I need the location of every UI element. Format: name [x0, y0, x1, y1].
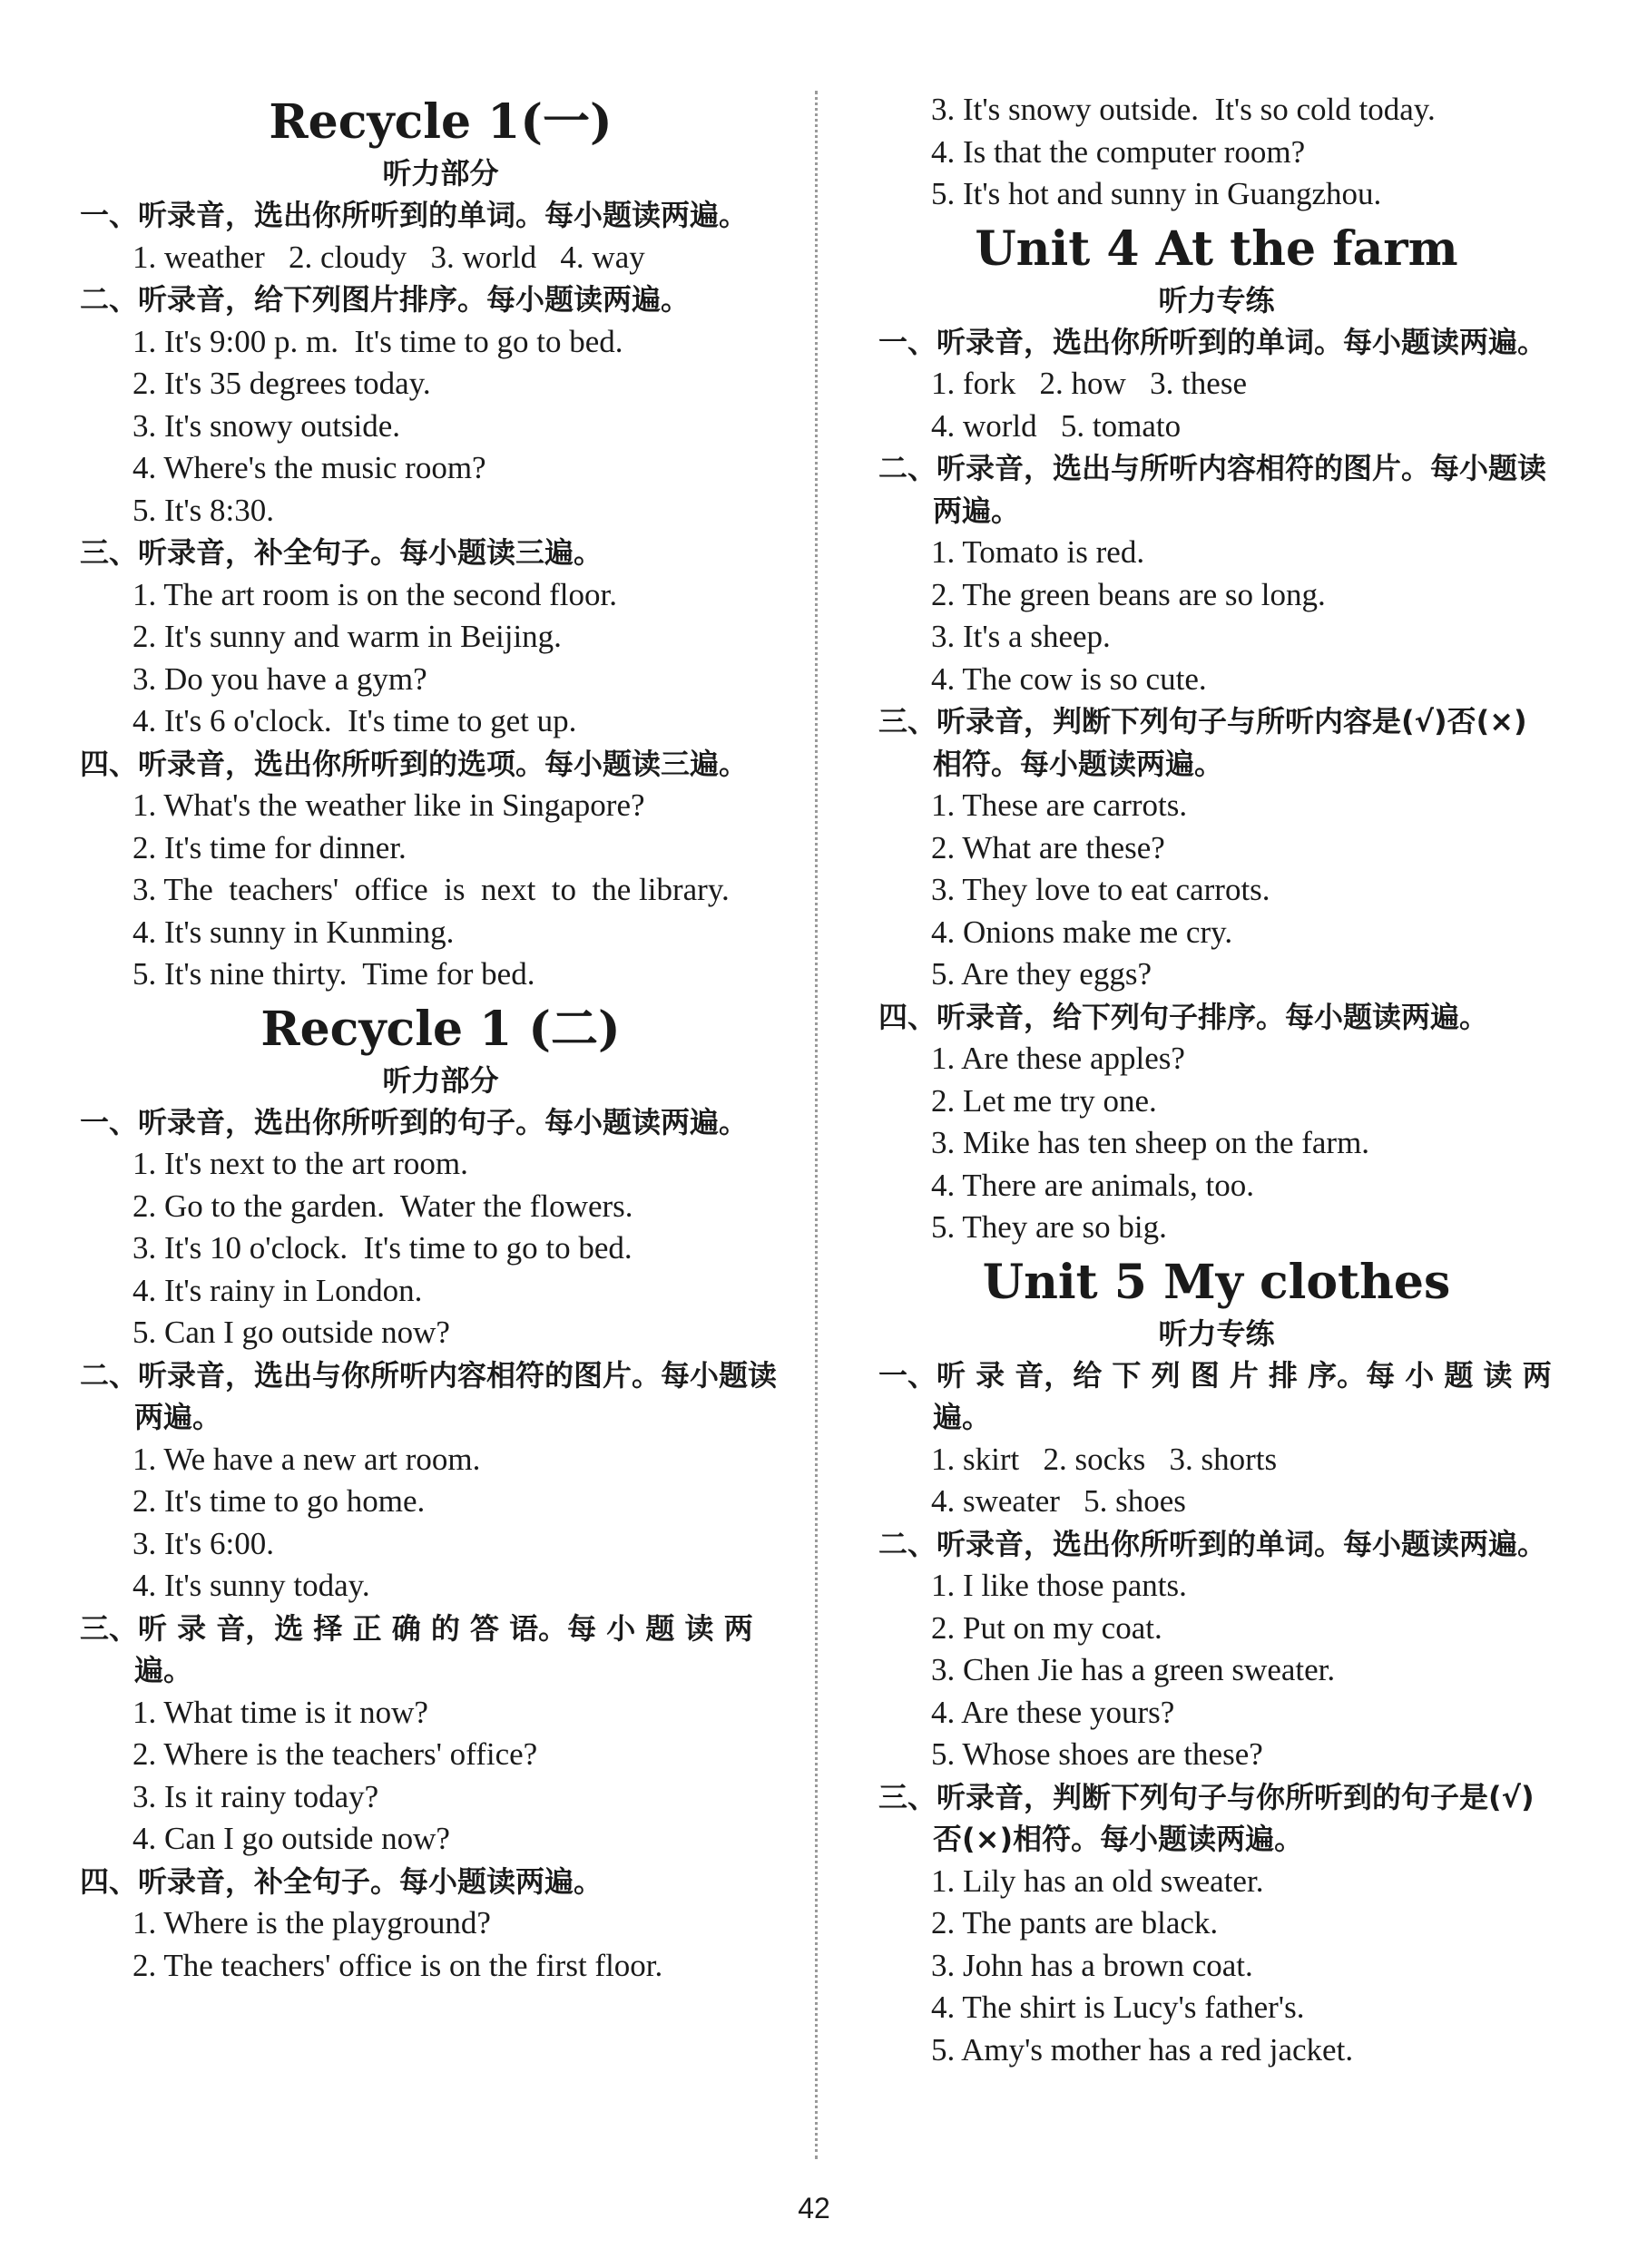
list-item: 3. It's snowy outside. It's so cold today. [931, 92, 1436, 127]
list-item: 1. We have a new art room. [132, 1441, 481, 1477]
list-item: 3. Mike has ten sheep on the farm. [931, 1125, 1370, 1160]
right-column [878, 89, 1554, 2071]
list-item: 3. They love to eat carrots. [931, 872, 1270, 907]
question-heading: 二、听录音，选出与所听内容相符的图片。每小题读两遍。 [878, 451, 1547, 528]
list-item: 1. What's the weather like in Singapore? [132, 787, 645, 823]
list-item: 4. The shirt is Lucy's father's. [931, 1989, 1305, 2025]
list-item: 2. Put on my coat. [931, 1609, 1162, 1646]
column-divider [815, 91, 818, 2159]
section-subtitle: 听力专练 [1158, 1315, 1275, 1351]
question-heading: 四、听录音，给下列句子排序。每小题读两遍。 [878, 999, 1489, 1034]
question-heading: 一、听 录 音，给 下 列 图 片 排 序。每 小 题 读 两遍。 [878, 1357, 1552, 1434]
list-item: 3. Is it rainy today? [132, 1778, 379, 1814]
list-item: 4. Are these yours? [931, 1694, 1175, 1730]
list-item: 4. Onions make me cry. [931, 914, 1233, 950]
section-subtitle: 听力部分 [382, 156, 499, 191]
question-heading: 三、听录音，补全句子。每小题读三遍。 [80, 535, 603, 570]
list-item: 5. Can I go outside now? [132, 1315, 450, 1350]
list-item: 1. What time is it now? [132, 1694, 428, 1730]
list-item: 2. Where is the teachers' office? [132, 1736, 538, 1772]
list-item: 5. Whose shoes are these? [931, 1736, 1263, 1772]
list-item: 4. There are animals, too. [931, 1167, 1255, 1203]
list-item: 5. They are so big. [931, 1209, 1167, 1245]
question-heading: 一、听录音，选出你所听到的单词。每小题读两遍。 [80, 198, 749, 232]
list-item: 5. Are they eggs? [931, 956, 1152, 992]
question-heading: 二、听录音，选出与你所听内容相符的图片。每小题读两遍。 [80, 1357, 778, 1434]
list-item: 4. Where's the music room? [132, 450, 486, 485]
list-item: 2. The teachers' office is on the first floor. [132, 1947, 663, 1983]
list-item: 1. Where is the playground? [132, 1905, 491, 1941]
list-item: 4. It's rainy in London. [132, 1272, 423, 1308]
list-item: 1. The art room is on the second floor. [132, 576, 617, 612]
section-title: Recycle 1(一) [269, 94, 613, 150]
list-item: 2. It's time for dinner. [132, 829, 407, 865]
question-heading: 一、听录音，选出你所听到的句子。每小题读两遍。 [80, 1104, 749, 1139]
section-title: Unit 4 At the farm [975, 220, 1458, 277]
list-item: 2. It's 35 degrees today. [132, 366, 431, 401]
list-item: 3. It's 6:00. [132, 1525, 275, 1561]
list-item: 3. It's snowy outside. [132, 407, 401, 444]
list-item: 2. The green beans are so long. [931, 576, 1326, 612]
list-item: 4. Is that the computer room? [931, 133, 1306, 170]
list-item: 5. Amy's mother has a red jacket. [931, 2031, 1354, 2068]
list-item: 2. It's time to go home. [132, 1483, 426, 1519]
list-item: 4. It's 6 o'clock. It's time to get up. [132, 703, 577, 738]
word-list: 4. world 5. tomato [931, 407, 1182, 444]
question-heading: 四、听录音，补全句子。每小题读两遍。 [80, 1863, 603, 1899]
list-item: 2. Let me try one. [931, 1082, 1157, 1119]
list-item: 5. It's hot and sunny in Guangzhou. [931, 176, 1382, 211]
section-title: Recycle 1 (二) [260, 1001, 621, 1057]
list-item: 1. Are these apples? [931, 1041, 1185, 1076]
word-list: 1. fork 2. how 3. these [931, 366, 1248, 401]
question-heading: 四、听录音，选出你所听到的选项。每小题读三遍。 [80, 746, 749, 781]
list-item: 3. John has a brown coat. [931, 1947, 1253, 1983]
list-item: 3. It's a sheep. [931, 619, 1111, 654]
list-item: 4. It's sunny today. [132, 1568, 370, 1603]
list-item: 2. The pants are black. [931, 1905, 1219, 1941]
list-item: 3. Chen Jie has a green sweater. [931, 1652, 1336, 1687]
list-item: 2. What are these? [931, 829, 1165, 865]
list-item: 3. Do you have a gym? [132, 660, 427, 697]
list-item: 1. Tomato is red. [931, 534, 1145, 570]
question-heading: 三、听录音，判断下列句子与所听内容是(√)否(×)相符。每小题读两遍。 [878, 704, 1527, 781]
section-subtitle: 听力专练 [1158, 282, 1275, 318]
page-number: 42 [798, 2192, 830, 2224]
question-heading: 一、听录音，选出你所听到的单词。每小题读两遍。 [878, 324, 1547, 359]
list-item: 5. It's 8:30. [132, 492, 275, 528]
section-title: Unit 5 My clothes [982, 1254, 1451, 1310]
word-list: 1. skirt 2. socks 3. shorts [931, 1441, 1278, 1477]
list-item: 4. It's sunny in Kunming. [132, 914, 455, 950]
section-subtitle: 听力部分 [382, 1062, 499, 1098]
question-heading: 三、听录音，判断下列句子与你所听到的句子是(√)否(×)相符。每小题读两遍。 [878, 1779, 1535, 1856]
list-item: 1. It's 9:00 p. m. It's time to go to bed. [132, 323, 623, 359]
left-column [80, 89, 801, 1987]
list-item: 1. These are carrots. [931, 787, 1188, 823]
list-item: 5. It's nine thirty. Time for bed. [132, 956, 535, 992]
list-item: 1. Lily has an old sweater. [931, 1862, 1264, 1899]
word-list: 4. sweater 5. shoes [931, 1483, 1186, 1519]
list-item: 3. The teachers' office is next to the library. [132, 872, 730, 907]
list-item: 4. Can I go outside now? [132, 1821, 450, 1856]
list-item: 1. I like those pants. [931, 1568, 1187, 1603]
question-heading: 二、听录音，选出你所听到的单词。每小题读两遍。 [878, 1526, 1547, 1561]
list-item: 4. The cow is so cute. [931, 660, 1207, 697]
list-item: 2. It's sunny and warm in Beijing. [132, 619, 562, 654]
list-item: 2. Go to the garden. Water the flowers. [132, 1188, 633, 1224]
list-item: 1. It's next to the art room. [132, 1146, 468, 1181]
question-heading: 三、听 录 音，选 择 正 确 的 答 语。每 小 题 读 两遍。 [80, 1610, 753, 1687]
word-list: 1. weather 2. cloudy 3. world 4. way [132, 239, 645, 275]
question-heading: 二、听录音，给下列图片排序。每小题读两遍。 [80, 282, 691, 317]
list-item: 3. It's 10 o'clock. It's time to go to bed. [132, 1230, 633, 1266]
